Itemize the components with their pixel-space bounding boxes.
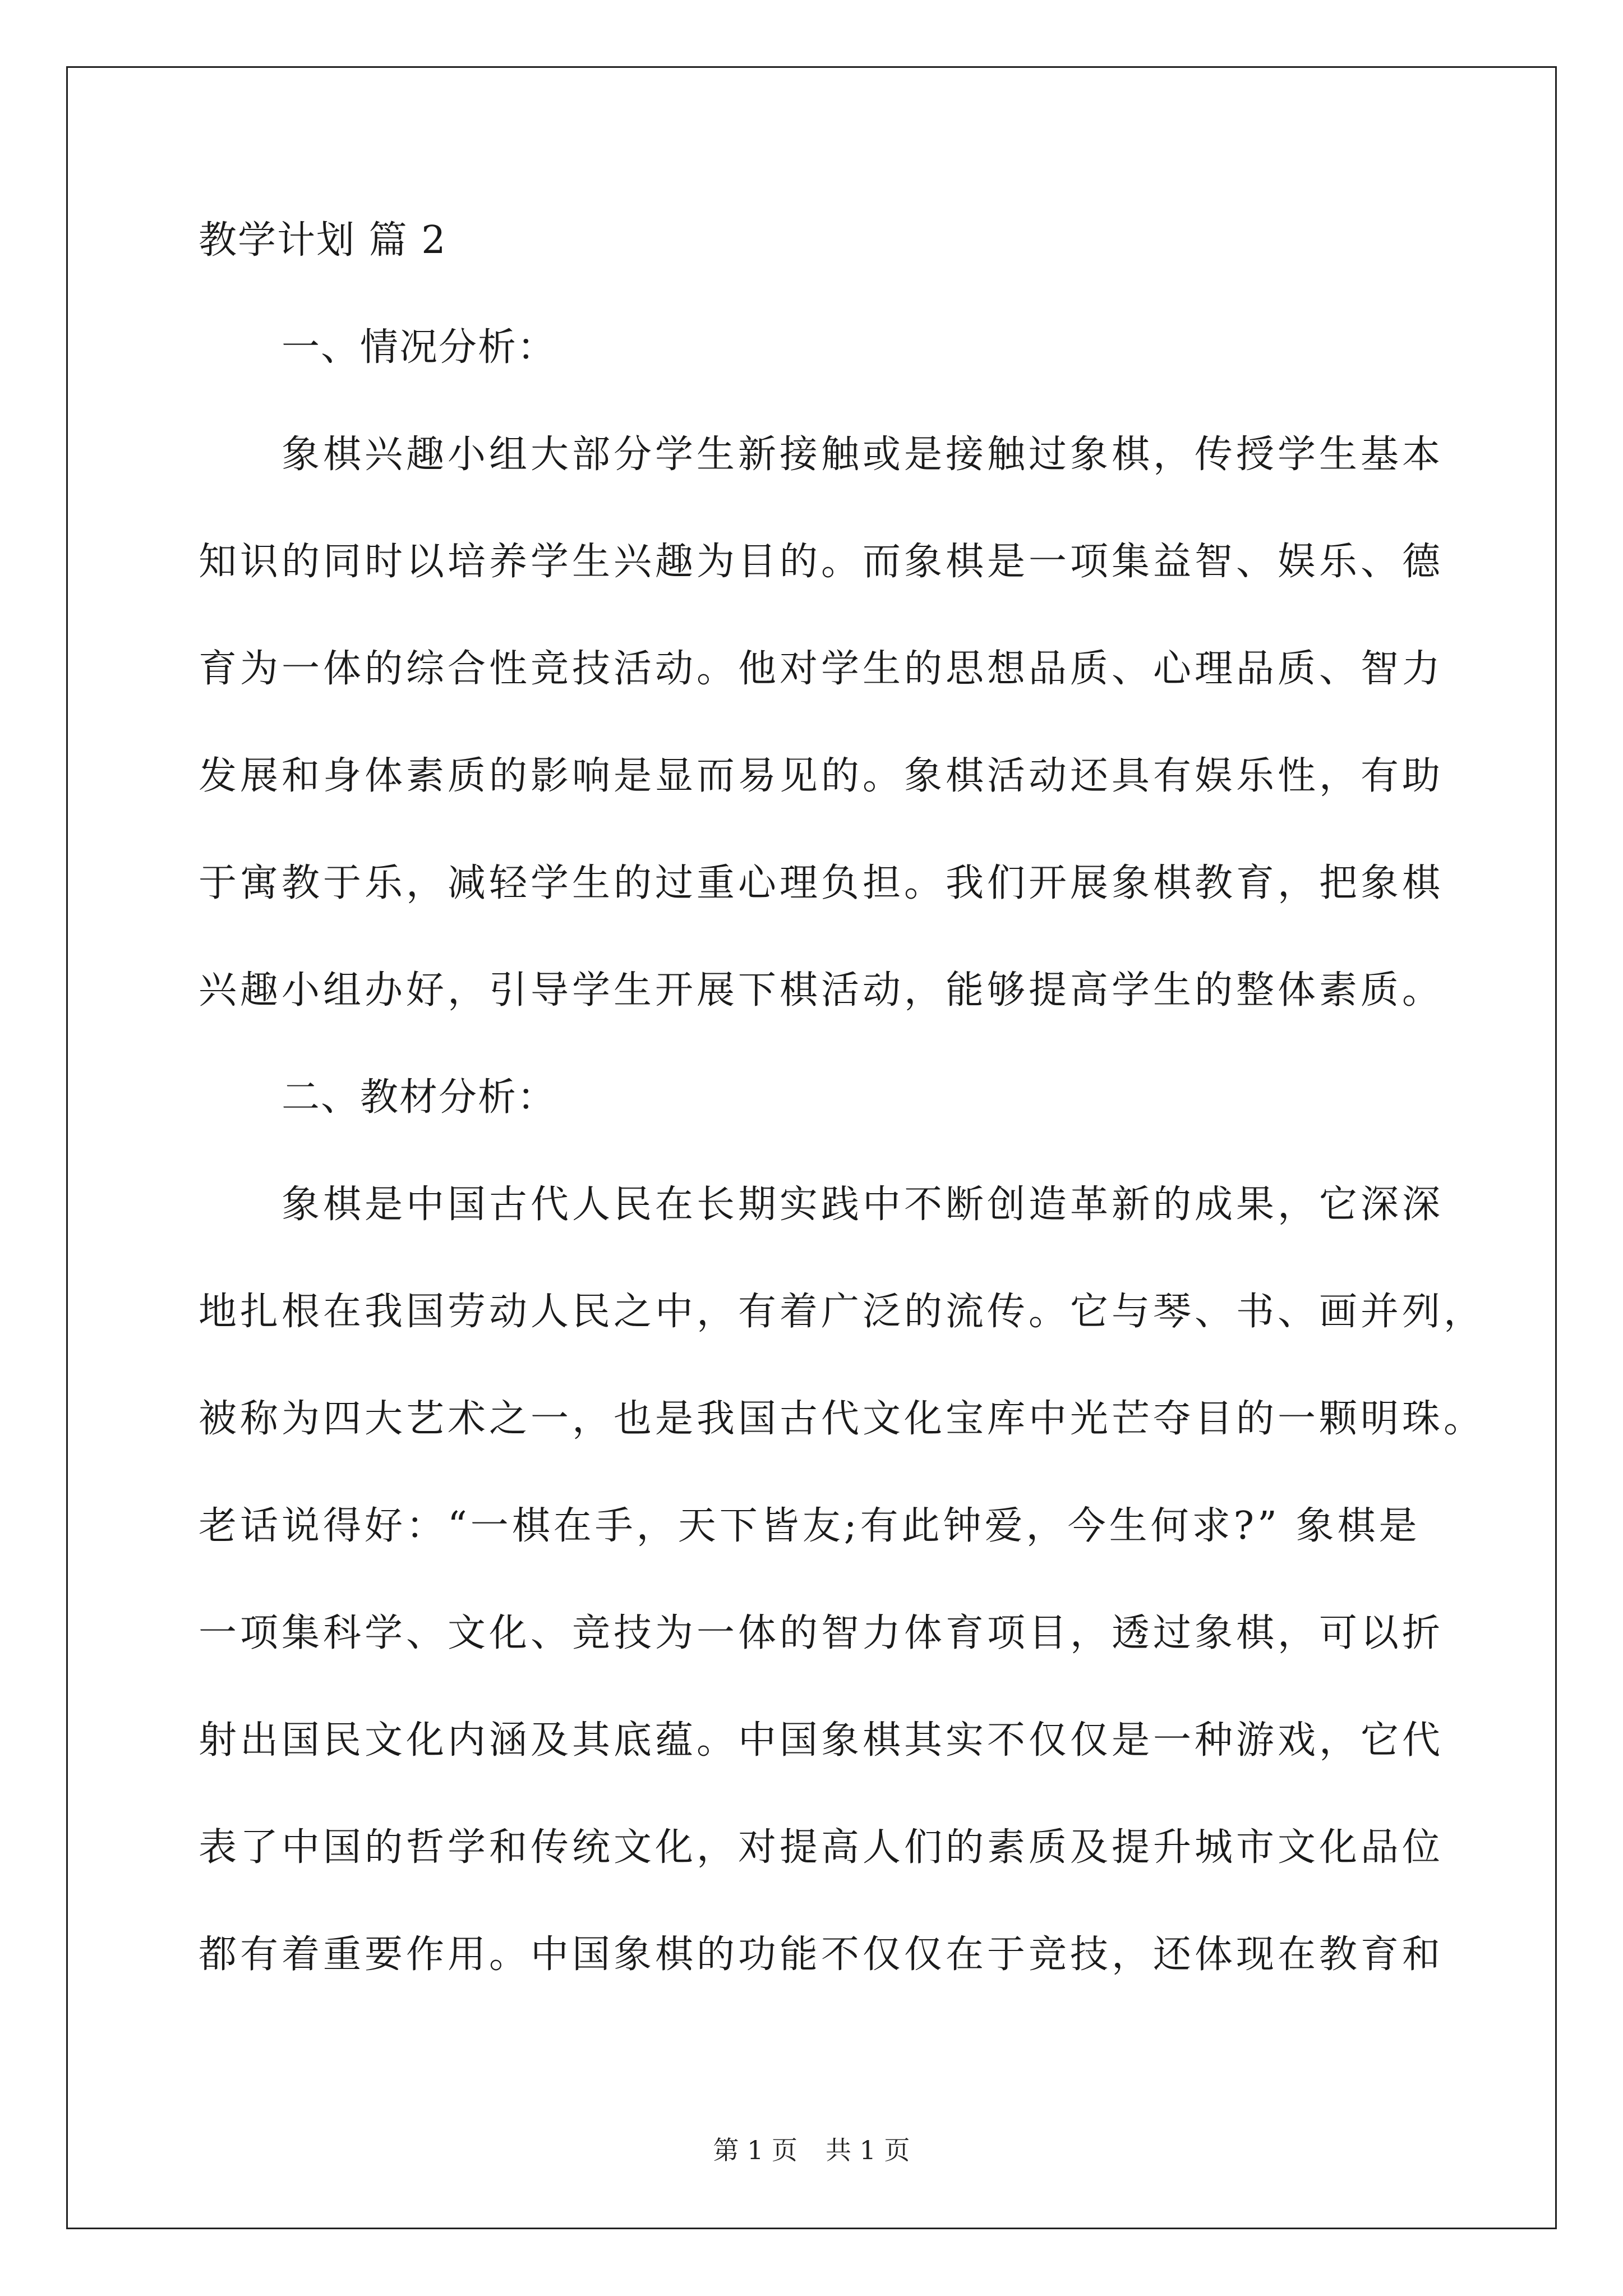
page-number-total: 共 1 页	[826, 2135, 910, 2165]
section-heading-materials: 二、教材分析：	[282, 1075, 557, 1120]
paragraph-line: 都有着重要作用。中国象棋的功能不仅仅在于竞技，还体现在教育和	[199, 1932, 1444, 1977]
paragraph-line: 射出国民文化内涵及其底蕴。中国象棋其实不仅仅是一种游戏，它代	[199, 1718, 1444, 1763]
paragraph-line: 一项集科学、文化、竞技为一体的智力体育项目，透过象棋，可以折	[199, 1611, 1444, 1655]
paragraph-line: 育为一体的综合性竞技活动。他对学生的思想品质、心理品质、智力	[199, 647, 1444, 691]
paragraph-materials	[199, 1182, 1486, 1977]
paragraph-situation	[199, 432, 1444, 1013]
document-body	[199, 218, 1486, 2043]
paragraph-line: 发展和身体素质的影响是显而易见的。象棋活动还具有娱乐性，有助	[199, 754, 1444, 798]
paragraph-line: 老话说得好：“一棋在手，天下皆友;有此钟爱，今生何求?” 象棋是	[199, 1504, 1421, 1548]
paragraph-line: 于寓教于乐，减轻学生的过重心理负担。我们开展象棋教育，把象棋	[199, 861, 1444, 905]
paragraph-line: 知识的同时以培养学生兴趣为目的。而象棋是一项集益智、娱乐、德	[199, 540, 1444, 584]
paragraph-line: 象棋兴趣小组大部分学生新接触或是接触过象棋，传授学生基本	[282, 432, 1444, 477]
section-heading-situation: 一、情况分析：	[282, 325, 557, 370]
paragraph-line: 表了中国的哲学和传统文化，对提高人们的素质及提升城市文化品位	[199, 1825, 1444, 1870]
paragraph-line: 地扎根在我国劳动人民之中，有着广泛的流传。它与琴、书、画并列，	[199, 1290, 1486, 1334]
document-title: 教学计划 篇 2	[199, 218, 447, 263]
page-footer	[0, 2136, 1623, 2164]
paragraph-line: 象棋是中国古代人民在长期实践中不断创造革新的成果，它深深	[282, 1182, 1444, 1227]
page-number-current: 第 1 页	[713, 2135, 797, 2165]
paragraph-line: 被称为四大艺术之一，也是我国古代文化宝库中光芒夺目的一颗明珠。	[199, 1397, 1486, 1441]
paragraph-line: 兴趣小组办好，引导学生开展下棋活动，能够提高学生的整体素质。	[199, 968, 1444, 1013]
